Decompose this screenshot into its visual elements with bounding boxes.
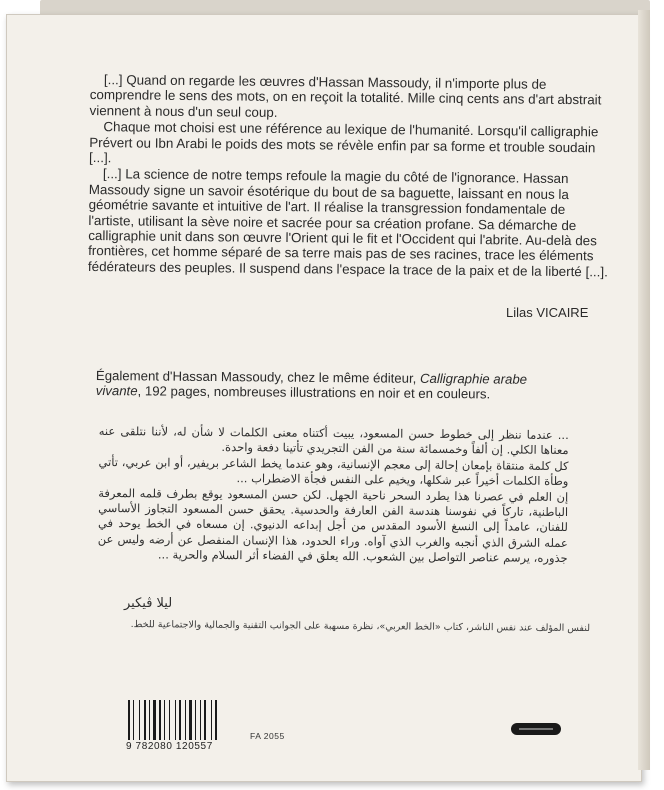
arabic-paragraph: إن العلم في عصرنا هذا يطرد السحر ناحية الجهل. لكن حسن المسعود يوقع بطرف قلمه المعرفة الباطنية، تاركاً في نفوسنا هندسة الفن العارفة والحدسية. يحقق حسن المسعود التجاوز الأساسي للفنان، عامداً إلى النسغ الأسود المقدس من أجل إبداعه الدنيوي. إن مسعاه في الخط يوحد في عمله الشرق الذي أنجبه والغرب الذي آواه. وراء الحدود، هذا الإنسان المنفصل عن أرضه وليس عن جذوره، يرسم عناصر التواصل بين الشعوب. الله يعلق في الفضاء أثر السلام والحرية ...: [97, 485, 569, 566]
barcode-bar: [195, 700, 196, 740]
arabic-paragraph: ... عندما ننظر إلى خطوط حسن المسعود، يبيت أكتناه معنى الكلمات لا شأن له، لأننا نتلقى عنه معناها الكلي. إن ألفاً وخمسمائة سنة من الفن التجريدي تأتينا دفعة واحدة.: [98, 423, 569, 458]
barcode-bar: [185, 700, 186, 740]
barcode-bar: [141, 700, 143, 740]
also-by-suffix: , 192 pages, nombreuses illustrations en noir et en couleurs.: [137, 383, 491, 402]
also-by-author: [96, 368, 576, 402]
french-quote: [88, 72, 610, 281]
barcode-bar: [193, 700, 194, 740]
barcode-number: 9 782080 120557: [126, 741, 213, 752]
barcode-bar: [207, 700, 210, 740]
price-sticker: [511, 723, 561, 735]
barcode-bar: [187, 700, 188, 740]
barcode-bar: [182, 700, 184, 740]
barcode-bar: [189, 700, 192, 740]
quote-paragraph: [...] Quand on regarde les œuvres d'Hassan Massoudy, il n'importe plus de comprendre le sens des mots, on en reçoit la totalité. Mille cinq cents ans d'art abstrait viennent à nous d'un seul coup.: [89, 72, 602, 120]
barcode-bar: [135, 700, 138, 740]
barcode-bar: [204, 700, 206, 740]
barcode-bar: [171, 700, 174, 740]
barcode-bar: [213, 700, 214, 740]
barcode-bar: [211, 700, 212, 740]
arabic-paragraph: كل كلمة منتقاة بإمعان إحالة إلى معجم الإنسانية، وهو عندما يخط الشاعر بريفير، أو ابن عربي، تأتي وطأة الكلمات أخيراً عبر شكلها، ويخيم على النفس فجأة الاضطراب ...: [98, 454, 569, 489]
quote-author: Lilas VICAIRE: [506, 305, 589, 320]
also-by-prefix: Également d'Hassan Massoudy, chez le même éditeur,: [95, 368, 421, 386]
barcode-bar: [157, 700, 158, 740]
barcode-bar: [218, 700, 219, 740]
barcode-bar: [169, 700, 170, 740]
barcode-bar: [162, 700, 163, 740]
also-by-title: Calligraphie arabe vivante: [95, 370, 528, 399]
barcode-bar: [153, 700, 156, 740]
barcode-bar: [133, 700, 134, 740]
barcode-bar: [131, 700, 132, 740]
reference-code: FA 2055: [250, 731, 285, 741]
barcode-bar: [177, 700, 178, 740]
barcode-bar: [147, 700, 148, 740]
quote-paragraph: Chaque mot choisi est une référence au lexique de l'humanité. Lorsqu'il calligraphie Prévert ou Ibn Arabi le poids des mots se révèle enfin par sa forme et trouble soudain [...].: [89, 119, 599, 166]
barcode-bar: [215, 700, 217, 740]
arabic-author: ليلا ڤيكير: [124, 596, 173, 611]
barcode-bar: [139, 700, 140, 740]
barcode-bar: [202, 700, 203, 740]
arabic-also-by: لنفس المؤلف عند نفس الناشر، كتاب «الخط العربي»، نظرة مسهبة على الجوانب التقنية والجمالية والاجتماعية للخط.: [130, 619, 591, 635]
barcode-bar: [166, 700, 168, 740]
barcode-bar: [128, 700, 130, 740]
barcode-bar: [159, 700, 161, 740]
barcode-bar: [175, 700, 176, 740]
book-spine-edge: [638, 10, 650, 770]
barcode-bars: [128, 700, 238, 740]
barcode-bar: [197, 700, 199, 740]
barcode-bar: [179, 700, 181, 740]
barcode-bar: [151, 700, 152, 740]
quote-paragraph: [...] La science de notre temps refoule la magie du côté de l'ignorance. Hassan Massoudy signe un savoir ésotérique du bout de sa baguette, laissant en nous la géométrie savante et intuitive de l'art. Il réalise la transgression fondamentale de l'artiste, utilisant la sève noire et sacrée pour sa création profane. Sa démarche de calligraphie unit dans son œuvre l'Orient qui le fit et l'Occident qui l'abrite. Au-delà des frontières, cet homme séparé de sa terre mais pas de ses racines, trace les éléments fédérateurs des peuples. Il suspend dans l'espace la trace de la paix et de la liberté [...].: [87, 166, 608, 280]
barcode: [128, 700, 238, 756]
arabic-quote: [97, 424, 569, 618]
barcode-bar: [200, 700, 201, 740]
barcode-bar: [144, 700, 146, 740]
barcode-bar: [164, 700, 165, 740]
barcode-bar: [149, 700, 150, 740]
